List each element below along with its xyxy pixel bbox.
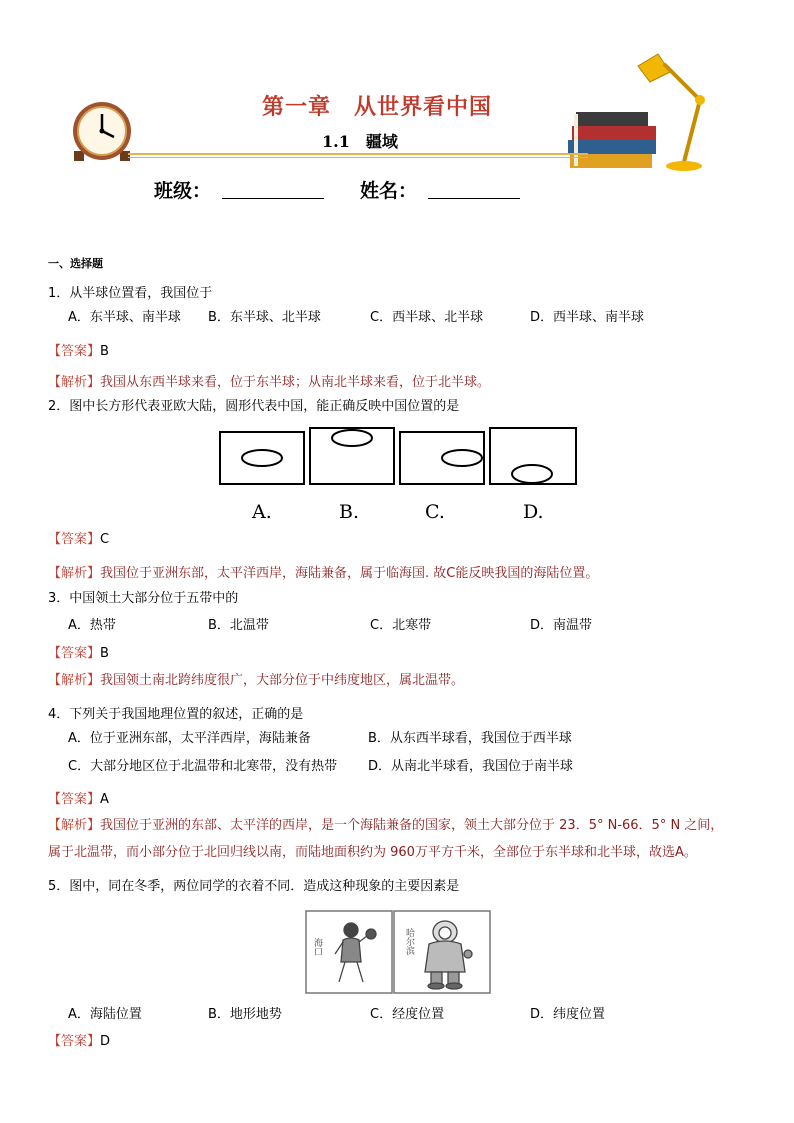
winter-clothing-figure [305, 910, 493, 996]
q5-option-d: D．纬度位置 [530, 1007, 606, 1022]
q5-answer: 【答案】D [48, 1034, 111, 1049]
q4-analysis-line1: 【解析】我国位于亚洲的东部、太平洋的西岸，是一个海陆兼备的国家，领土大部分位于 23．5° N-66．5° N 之间， [48, 818, 724, 833]
q5-option-a: A．海陆位置 [68, 1007, 142, 1022]
q3-answer: 【答案】B [48, 646, 109, 661]
q4-option-a: A．位于亚洲东部，太平洋西岸，海陆兼备 [68, 731, 311, 746]
q4-option-c: C．大部分地区位于北温带和北寒带，没有热带 [68, 759, 338, 774]
q3-option-a: A．热带 [68, 618, 116, 633]
header-divider [128, 153, 588, 155]
question-2-stem: 2．图中长方形代表亚欧大陆，圆形代表中国，能正确反映中国位置的是 [48, 399, 460, 414]
figure-label-d: D. [523, 501, 544, 523]
question-4-stem: 4．下列关于我国地理位置的叙述，正确的是 [48, 707, 304, 722]
label-haikou: 海口 [312, 938, 322, 956]
q3-option-d: D．南温带 [530, 618, 593, 633]
figure-label-c: C. [425, 501, 445, 523]
q5-option-c: C．经度位置 [370, 1007, 445, 1022]
q3-option-c: C．北寒带 [370, 618, 432, 633]
question-1-stem: 1．从半球位置看，我国位于 [48, 286, 213, 301]
q2-analysis: 【解析】我国位于亚洲东部，太平洋西岸，海陆兼备，属于临海国. 故C能反映我国的海陆位置。 [48, 566, 599, 581]
q4-answer: 【答案】A [48, 792, 109, 807]
continent-position-figure [218, 426, 580, 530]
section-heading: 一、选择题 [48, 257, 103, 270]
q4-analysis-line2: 属于北温带，而小部分位于北回归线以南，而陆地面积约为 960万平方千米，全部位于东半球和北半球，故选A。 [48, 845, 697, 860]
clock-icon [70, 101, 134, 163]
label-harbin: 哈尔滨 [404, 928, 414, 955]
q2-answer: 【答案】C [48, 532, 110, 547]
class-field[interactable] [222, 198, 324, 199]
figure-label-a: A. [252, 501, 272, 523]
q3-analysis: 【解析】我国领土南北跨纬度很广，大部分位于中纬度地区，属北温带。 [48, 673, 465, 688]
figure-label-b: B. [339, 501, 360, 523]
books-and-lamp-icon [560, 50, 708, 174]
q1-answer: 【答案】B [48, 344, 109, 359]
q1-option-a: A．东半球、南半球 [68, 310, 181, 325]
q1-option-b: B．东半球、北半球 [208, 310, 321, 325]
q5-option-b: B．地形地势 [208, 1007, 282, 1022]
header-divider-thin [128, 157, 588, 158]
question-5-stem: 5．图中，同在冬季，两位同学的衣着不同．造成这种现象的主要因素是 [48, 879, 460, 894]
q3-option-b: B．北温带 [208, 618, 269, 633]
class-label: 班级： [154, 180, 212, 202]
q4-option-b: B．从东西半球看，我国位于西半球 [368, 731, 572, 746]
q4-option-d: D．从南北半球看，我国位于南半球 [368, 759, 574, 774]
q1-analysis: 【解析】我国从东西半球来看，位于东半球；从南北半球来看，位于北半球。 [48, 375, 491, 390]
section-title: 1.1 疆域 [322, 132, 398, 151]
q1-option-d: D．西半球、南半球 [530, 310, 645, 325]
name-field[interactable] [428, 198, 520, 199]
question-3-stem: 3．中国领土大部分位于五带中的 [48, 591, 239, 606]
chapter-title: 第一章 从世界看中国 [262, 94, 493, 120]
name-label: 姓名： [360, 180, 418, 202]
q1-option-c: C．西半球、北半球 [370, 310, 484, 325]
